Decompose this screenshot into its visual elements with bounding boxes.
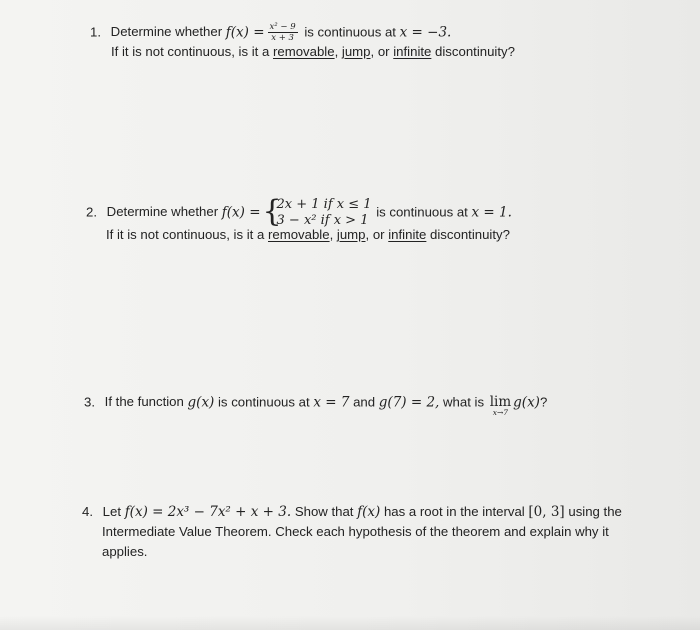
question-1 [90, 23, 451, 43]
q1-mid: is continuous at [304, 24, 396, 40]
term-infinite: infinite [393, 44, 432, 59]
brace: { [262, 194, 282, 229]
denominator: x + 3 [268, 32, 298, 43]
q2-lead: Determine whether [106, 204, 219, 220]
polynomial: f(x) = 2x³ − 7x² + x + 3. [124, 504, 292, 520]
q3-text-b: is continuous at [218, 394, 310, 410]
question-2 [86, 194, 512, 229]
q1-line2-text: If it is not continuous, is it a [111, 44, 270, 59]
separator: , [329, 227, 334, 242]
case-2: 3 − x² if x > 1 [276, 213, 369, 228]
q4-text-c: has a root in the interval [383, 504, 525, 519]
question-number: 2. [86, 204, 97, 220]
q4-text-a: Let [102, 504, 122, 519]
term-jump: jump [341, 44, 371, 59]
q3-text-d: what is [443, 394, 485, 410]
point-x-7: x = 7 [313, 394, 350, 411]
separator: , or [365, 227, 385, 242]
value-g-7: g(7) = 2, [378, 394, 440, 411]
q3-text-a: If the function [104, 394, 184, 410]
term-removable: removable [273, 44, 335, 59]
function-g: g(x) [187, 394, 215, 411]
lim-subscript: x→7 [492, 408, 509, 417]
term-infinite: infinite [388, 227, 427, 242]
q3-text-c: and [353, 394, 376, 410]
fraction [268, 23, 298, 43]
q2-end: discontinuity? [430, 227, 510, 242]
point-of-continuity: x = 1. [471, 204, 512, 221]
question-3 [84, 393, 548, 417]
q4-line3-text: applies. [102, 544, 148, 559]
function-notation: f(x) = [225, 24, 265, 41]
interval: [0, 3] [528, 504, 565, 520]
term-removable: removable [268, 227, 330, 242]
numerator: x² − 9 [269, 22, 296, 32]
bottom-shadow [0, 616, 700, 630]
question-4 [82, 503, 622, 521]
q4-line2-text: Intermediate Value Theorem. Check each hypothesis of the theorem and explain why it [102, 524, 609, 539]
q1-lead: Determine whether [110, 24, 223, 40]
separator: , or [370, 44, 390, 59]
term-jump: jump [336, 227, 366, 242]
question-number: 1. [90, 24, 101, 40]
question-1-line-2 [111, 43, 515, 61]
question-4-line-3 [102, 543, 147, 561]
question-number: 3. [84, 394, 95, 410]
piecewise-definition [262, 194, 372, 229]
point-of-continuity: x = −3. [399, 24, 452, 41]
q2-line2-text: If it is not continuous, is it a [106, 227, 265, 242]
question-number: 4. [82, 504, 93, 519]
limit-function: g(x) [513, 394, 540, 411]
limit-expression [490, 396, 511, 416]
function-f: f(x) [357, 504, 381, 520]
case-1: 2x + 1 if x ≤ 1 [276, 197, 372, 212]
q2-mid: is continuous at [376, 204, 468, 220]
q1-end: discontinuity? [435, 44, 515, 59]
q4-text-d: using the [568, 504, 622, 519]
separator: , [334, 44, 339, 59]
lim-operator: lim [489, 394, 512, 410]
question-2-line-2 [106, 226, 510, 244]
question-mark: ? [539, 394, 548, 410]
question-4-line-2 [102, 523, 609, 541]
function-notation: f(x) = [221, 204, 261, 221]
q4-text-b: Show that [294, 504, 354, 519]
